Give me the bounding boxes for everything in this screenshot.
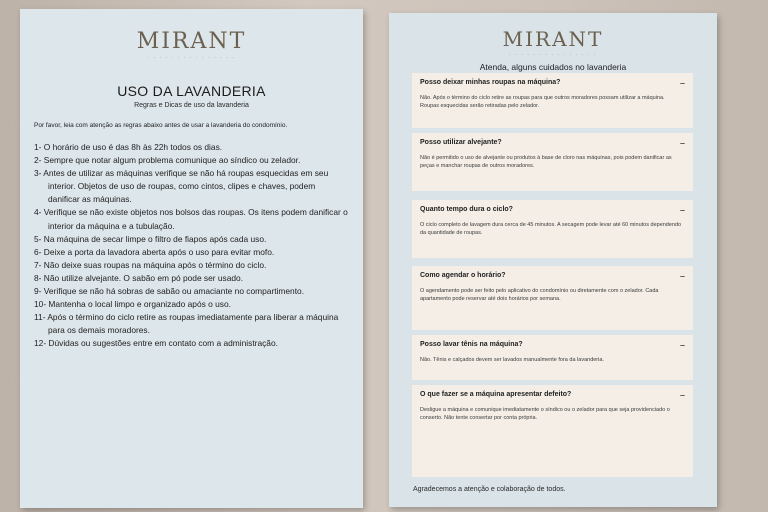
faq-question	[420, 139, 685, 146]
faq-question-text: Como agendar o horário?	[420, 272, 506, 279]
rule-item: 3- Antes de utilizar as máquinas verifique se não há roupas esquecidas em seu interior. Objetos de uso de roupas, como cintos, clipes e chaves, podem danificar as máquinas.	[34, 168, 329, 205]
poster-footer: Agradecemos a atenção e colaboração de todos.	[413, 486, 566, 493]
faq-question-text: Posso utilizar alvejante?	[420, 139, 502, 146]
faq-card	[412, 335, 693, 380]
rule-item: 10- Mantenha o local limpo e organizado após o uso.	[34, 299, 231, 310]
faq-card	[412, 266, 693, 330]
faq-answer: Não. Após o término do ciclo retire as roupas para que outros moradores possam utilizar a máquina. Roupas esquecidas serão retiradas pelo zelador.	[420, 95, 665, 109]
collapse-icon: –	[679, 205, 685, 215]
faq-question-text: Quanto tempo dura o ciclo?	[420, 206, 513, 213]
poster-title: USO DA LAVANDERIA	[117, 83, 266, 99]
rule-item: 4- Verifique se não existe objetos nos bolsos das roupas. Os itens podem danificar o interior da máquina e a tubulação.	[34, 207, 348, 231]
rule-item: 7- Não deixe suas roupas na máquina após o término do ciclo.	[34, 259, 267, 270]
collapse-icon: –	[679, 340, 685, 350]
faq-answer: Não é permitido o uso de alvejante ou produtos à base de cloro nas máquinas, pois podem danificar as peças e manchar roupas de outros moradores.	[420, 155, 672, 169]
faq-card	[412, 73, 693, 128]
collapse-icon: –	[679, 390, 685, 400]
rule-item: 5- Na máquina de secar limpe o filtro de fiapos após cada uso.	[34, 233, 267, 244]
poster-subtitle: Regras e Dicas de uso da lavanderia	[134, 102, 249, 109]
laundry-faq-poster	[389, 13, 717, 507]
poster-intro: Por favor, leia com atenção as regras abaixo antes de usar a lavanderia do condomínio.	[34, 122, 288, 129]
faq-answer: Não. Tênis e calçados devem ser lavados manualmente fora da lavanderia.	[420, 357, 604, 363]
faq-card	[412, 133, 693, 191]
faq-card	[412, 200, 693, 258]
faq-card	[412, 385, 693, 477]
rule-item: 6- Deixe a porta da lavadora aberta após o uso para evitar mofo.	[34, 246, 275, 257]
brand-logo: MIRANT	[136, 29, 247, 54]
brand-logo: MIRANT	[502, 27, 604, 51]
faq-question-text: Posso deixar minhas roupas na máquina?	[420, 79, 561, 86]
rules-list	[34, 141, 349, 351]
faq-question	[420, 79, 685, 86]
rule-item: 9- Verifique se não há sobras de sabão ou amaciante no compartimento.	[34, 286, 305, 297]
collapse-icon: –	[679, 138, 685, 148]
rule-item: 12- Dúvidas ou sugestões entre em contato com a administração.	[34, 338, 278, 349]
faq-question	[420, 341, 685, 348]
brand-tagline: · · · · · · · · · · · · · · ·	[147, 55, 236, 61]
rule-item: 11- Após o término do ciclo retire as roupas imediatamente para liberar a máquina para os demais moradores.	[34, 312, 339, 336]
faq-question-text: O que fazer se a máquina apresentar defeito?	[420, 391, 572, 398]
rule-item: 1- O horário de uso é das 8h às 22h todos os dias.	[34, 142, 223, 152]
faq-answer: Desligue a máquina e comunique imediatamente o síndico ou o zelador para que seja providenciado o conserto. Não tente consertar por conta própria.	[420, 407, 670, 421]
collapse-icon: –	[679, 271, 685, 281]
faq-question	[420, 391, 685, 398]
faq-heading: Atenda, alguns cuidados no lavanderia	[479, 62, 627, 72]
rule-item: 8- Não utilize alvejante. O sabão em pó pode ser usado.	[34, 272, 244, 283]
brand-tagline: · · · · · · · · · · · · · · ·	[509, 52, 597, 58]
collapse-icon: –	[679, 78, 685, 88]
laundry-rules-poster	[20, 9, 363, 508]
rule-item: 2- Sempre que notar algum problema comunique ao síndico ou zelador.	[34, 155, 301, 166]
faq-question	[420, 206, 685, 213]
faq-answer: O ciclo completo de lavagem dura cerca de 45 minutos. A secagem pode levar até 60 minutos dependendo da quantidade de roupas.	[420, 222, 682, 236]
faq-question-text: Posso lavar tênis na máquina?	[420, 341, 523, 348]
faq-answer: O agendamento pode ser feito pelo aplicativo do condomínio ou diretamente com o zelador. Cada apartamento pode reservar até dois horários por semana.	[420, 288, 659, 302]
faq-question	[420, 272, 685, 279]
